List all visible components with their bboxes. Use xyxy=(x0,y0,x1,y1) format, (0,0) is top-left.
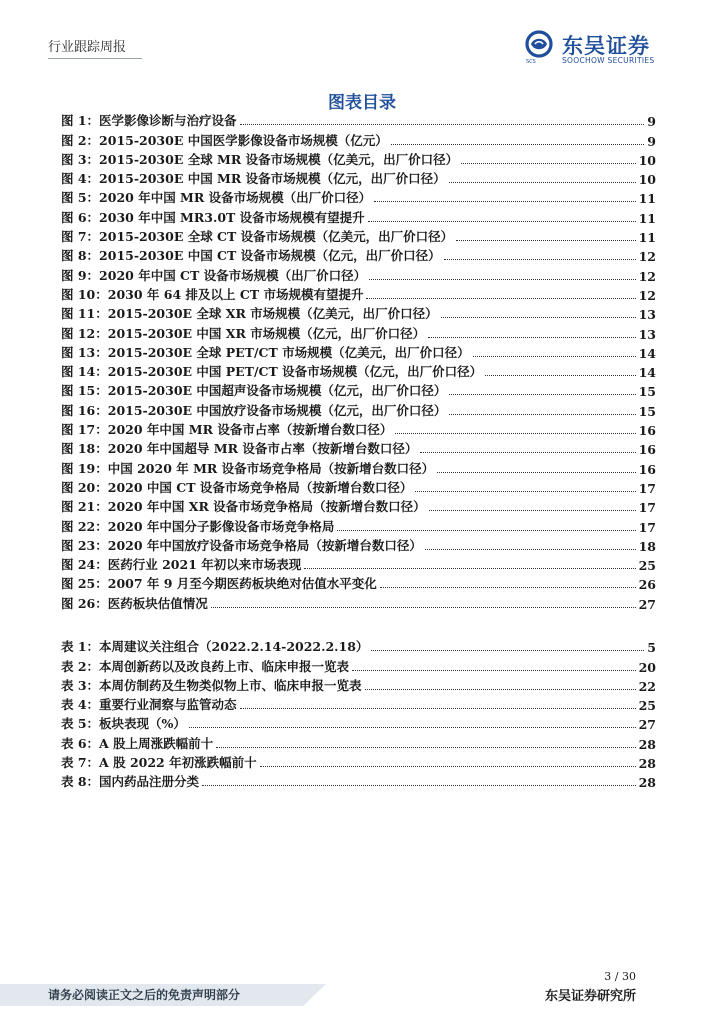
figure-entry-page: 16 xyxy=(638,461,656,477)
table-entry[interactable] xyxy=(61,655,656,674)
table-entry-label: 表 3：本周仿制药及生物类似物上市、临床申报一览表 xyxy=(61,677,362,693)
dot-leader xyxy=(365,688,636,690)
figure-entry-label: 图 7：2015-2030E 全球 CT 设备市场规模（亿美元，出厂价口径） xyxy=(61,229,454,245)
figure-entry[interactable] xyxy=(61,554,656,573)
table-entry[interactable] xyxy=(61,675,656,694)
dot-leader xyxy=(415,490,635,492)
dot-leader xyxy=(371,649,644,651)
table-entry[interactable] xyxy=(61,771,656,790)
figure-entry-page: 13 xyxy=(638,326,656,342)
table-entry-label: 表 4：重要行业洞察与监管动态 xyxy=(61,697,237,713)
figure-entry-page: 16 xyxy=(638,423,656,439)
table-entry-page: 20 xyxy=(638,659,656,675)
table-entry-page: 28 xyxy=(638,736,656,752)
figure-entry[interactable] xyxy=(61,149,656,168)
figure-entry-label: 图 16：2015-2030E 中国放疗设备市场规模（亿元，出厂价口径） xyxy=(61,402,447,418)
figure-entry[interactable] xyxy=(61,284,656,303)
figure-entry-label: 图 9：2020 年中国 CT 设备市场规模（出厂价口径） xyxy=(61,267,367,283)
dot-leader xyxy=(380,586,636,588)
figure-entry[interactable] xyxy=(61,399,656,418)
dot-leader xyxy=(211,606,636,608)
dot-leader xyxy=(449,181,636,183)
figure-entry-page: 10 xyxy=(638,152,656,168)
figure-entry-label: 图 17：2020 年中国 MR 设备市占率（按新增台数口径） xyxy=(61,422,393,438)
figure-list xyxy=(61,110,656,612)
table-entry-label: 表 8：国内药品注册分类 xyxy=(61,774,200,790)
dot-leader xyxy=(352,669,636,671)
figure-entry[interactable] xyxy=(61,187,656,206)
dot-leader xyxy=(240,707,636,709)
figure-entry[interactable] xyxy=(61,515,656,534)
figure-entry-page: 18 xyxy=(638,538,656,554)
figure-entry-label: 图 21：2020 年中国 XR 设备市场竞争格局（按新增台数口径） xyxy=(61,499,426,515)
logo-chinese-name: 东吴证券 xyxy=(562,34,650,58)
table-entry-page: 22 xyxy=(638,678,656,694)
dot-leader xyxy=(391,143,645,145)
dot-leader xyxy=(337,529,635,531)
figure-entry-label: 图 13：2015-2030E 全球 PET/CT 市场规模（亿美元，出厂价口径） xyxy=(61,344,470,360)
figure-entry[interactable] xyxy=(61,496,656,515)
dot-leader xyxy=(449,413,635,415)
figure-entry[interactable] xyxy=(61,361,656,380)
figure-entry[interactable] xyxy=(61,110,656,129)
dot-leader xyxy=(429,509,636,511)
figure-entry-label: 图 14：2015-2030E 中国 PET/CT 设备市场规模（亿元，出厂价口径） xyxy=(61,364,483,380)
figure-entry-label: 图 2：2015-2030E 中国医学影像设备市场规模（亿元） xyxy=(61,132,388,148)
dot-leader xyxy=(304,567,635,569)
figure-entry[interactable] xyxy=(61,264,656,283)
table-entry-label: 表 6：A 股上周涨跌幅前十 xyxy=(61,735,214,751)
figure-entry-page: 11 xyxy=(638,210,656,226)
dot-leader xyxy=(216,746,635,748)
figure-entry[interactable] xyxy=(61,206,656,225)
figure-entry-page: 13 xyxy=(638,307,656,323)
table-list xyxy=(61,636,656,790)
dot-leader xyxy=(425,548,636,550)
dot-leader xyxy=(456,239,635,241)
table-entry-page: 28 xyxy=(638,775,656,791)
table-entry-page: 25 xyxy=(638,698,656,714)
figure-entry-label: 图 15：2015-2030E 中国超声设备市场规模（亿元，出厂价口径） xyxy=(61,383,447,399)
dot-leader xyxy=(189,726,636,728)
table-entry-label: 表 1：本周建议关注组合（2022.2.14-2022.2.18） xyxy=(61,639,369,655)
figure-entry-page: 12 xyxy=(638,249,656,265)
figure-entry-label: 图 3：2015-2030E 全球 MR 设备市场规模（亿美元，出厂价口径） xyxy=(61,151,459,167)
figure-entry[interactable] xyxy=(61,592,656,611)
table-entry-label: 表 5：板块表现（%） xyxy=(61,716,186,732)
dot-leader xyxy=(420,451,635,453)
figure-entry-label: 图 23：2020 年中国放疗设备市场竞争格局（按新增台数口径） xyxy=(61,537,422,553)
figure-entry-page: 15 xyxy=(638,384,656,400)
figure-entry-label: 图 1：医学影像诊断与治疗设备 xyxy=(61,113,237,129)
figure-entry-label: 图 24：医药行业 2021 年初以来市场表现 xyxy=(61,557,302,573)
figure-entry-page: 14 xyxy=(638,365,656,381)
dot-leader xyxy=(240,123,645,125)
table-entry[interactable] xyxy=(61,694,656,713)
dot-leader xyxy=(441,316,636,318)
figure-entry-label: 图 26：医药板块估值情况 xyxy=(61,595,208,611)
dot-leader xyxy=(369,278,635,280)
dot-leader xyxy=(374,200,635,202)
dot-leader xyxy=(395,432,635,434)
figure-entry-page: 12 xyxy=(638,268,656,284)
figure-entry-page: 27 xyxy=(638,596,656,612)
figure-entry[interactable] xyxy=(61,226,656,245)
figure-entry[interactable] xyxy=(61,438,656,457)
figure-entry-page: 10 xyxy=(638,172,656,188)
header-rule xyxy=(48,58,142,59)
table-entry-page: 27 xyxy=(638,717,656,733)
logo-english-name: SOOCHOW SECURITIES xyxy=(562,56,655,65)
table-entry-label: 表 7：A 股 2022 年初涨跌幅前十 xyxy=(61,755,257,771)
figure-entry-label: 图 12：2015-2030E 中国 XR 市场规模（亿元，出厂价口径） xyxy=(61,325,426,341)
figure-entry-page: 11 xyxy=(638,230,656,246)
dot-leader xyxy=(437,471,635,473)
figure-entry-label: 图 22：2020 年中国分子影像设备市场竞争格局 xyxy=(61,518,335,534)
figure-entry-label: 图 4：2015-2030E 中国 MR 设备市场规模（亿元，出厂价口径） xyxy=(61,171,446,187)
table-entry-page: 28 xyxy=(638,756,656,772)
figure-entry-label: 图 11：2015-2030E 全球 XR 市场规模（亿美元，出厂价口径） xyxy=(61,306,438,322)
figure-entry-page: 12 xyxy=(638,287,656,303)
figure-entry-label: 图 19：中国 2020 年 MR 设备市场竞争格局（按新增台数口径） xyxy=(61,460,435,476)
figure-entry-page: 17 xyxy=(638,519,656,535)
figure-entry-page: 17 xyxy=(638,480,656,496)
table-entry-label: 表 2：本周创新药以及改良药上市、临床申报一览表 xyxy=(61,658,350,674)
figure-entry-page: 25 xyxy=(638,558,656,574)
table-entry[interactable] xyxy=(61,713,656,732)
dot-leader xyxy=(444,258,636,260)
dot-leader xyxy=(473,355,636,357)
dot-leader xyxy=(449,393,635,395)
figure-entry-label: 图 6：2030 年中国 MR3.0T 设备市场规模有望提升 xyxy=(61,209,365,225)
figure-entry[interactable] xyxy=(61,457,656,476)
logo-mark-text: SCS xyxy=(526,59,536,65)
figure-entry-page: 15 xyxy=(638,403,656,419)
footer-institute: 东吴证券研究所 xyxy=(544,989,636,1004)
table-entry[interactable] xyxy=(61,636,656,655)
figure-entry[interactable] xyxy=(61,129,656,148)
figure-entry-page: 9 xyxy=(647,114,656,130)
dot-leader xyxy=(202,784,636,786)
figure-entry[interactable] xyxy=(61,342,656,361)
figure-entry-page: 17 xyxy=(638,500,656,516)
figure-entry[interactable] xyxy=(61,573,656,592)
report-type-label: 行业跟踪周报 xyxy=(48,40,127,55)
figure-entry[interactable] xyxy=(61,419,656,438)
company-logo xyxy=(522,30,682,66)
dot-leader xyxy=(485,374,635,376)
figure-entry[interactable] xyxy=(61,168,656,187)
dot-leader xyxy=(461,162,635,164)
dot-leader xyxy=(260,765,636,767)
figure-entry[interactable] xyxy=(61,322,656,341)
figure-entry-label: 图 5：2020 年中国 MR 设备市场规模（出厂价口径） xyxy=(61,190,372,206)
page-number: 3 / 30 xyxy=(604,970,636,983)
dot-leader xyxy=(366,297,635,299)
figure-entry-label: 图 20：2020 中国 CT 设备市场竞争格局（按新增台数口径） xyxy=(61,479,413,495)
figure-entry-page: 26 xyxy=(638,577,656,593)
figure-entry-label: 图 10：2030 年 64 排及以上 CT 市场规模有望提升 xyxy=(61,286,364,302)
figure-entry[interactable] xyxy=(61,477,656,496)
figure-entry-page: 11 xyxy=(638,191,656,207)
table-entry[interactable] xyxy=(61,732,656,751)
figure-entry-page: 14 xyxy=(638,345,656,361)
table-entry-page: 5 xyxy=(647,640,656,656)
figure-entry[interactable] xyxy=(61,303,656,322)
figure-entry[interactable] xyxy=(61,380,656,399)
figure-entry-label: 图 18：2020 年中国超导 MR 设备市占率（按新增台数口径） xyxy=(61,441,418,457)
figure-entry[interactable] xyxy=(61,245,656,264)
table-entry[interactable] xyxy=(61,752,656,771)
figure-entry[interactable] xyxy=(61,535,656,554)
figure-entry-page: 9 xyxy=(647,133,656,149)
figure-entry-page: 16 xyxy=(638,442,656,458)
figure-entry-label: 图 25：2007 年 9 月至今期医药板块绝对估值水平变化 xyxy=(61,576,377,592)
dot-leader xyxy=(428,336,635,338)
footer-disclaimer: 请务必阅读正文之后的免责声明部分 xyxy=(48,988,241,1002)
dot-leader xyxy=(368,220,636,222)
toc-title: 图表目录 xyxy=(328,93,396,113)
figure-entry-label: 图 8：2015-2030E 中国 CT 设备市场规模（亿元，出厂价口径） xyxy=(61,248,441,264)
